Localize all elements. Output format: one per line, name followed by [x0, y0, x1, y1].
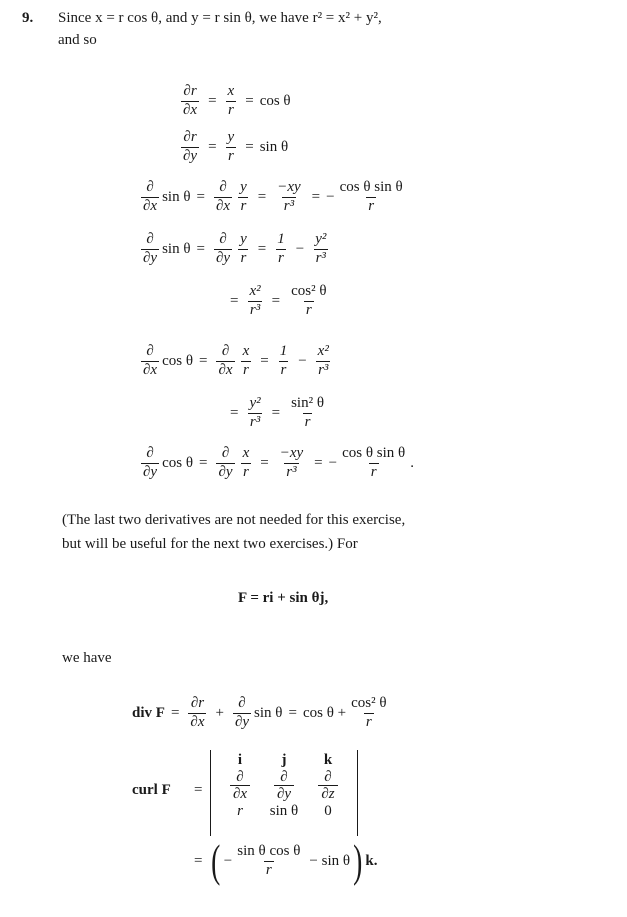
- denominator: r³: [286, 463, 297, 480]
- numerator: y²: [315, 231, 327, 247]
- denominator: r: [265, 861, 272, 878]
- equation-d-dy-sin: $\frac{\partial}{\partial y}$ sin θ = $\frac{\partial}{\partial y}$ $\frac{y}{r}$ = $\frac{1}{r}$ − $\frac{\text{y²}}{\text{r³}}$: [143, 231, 327, 266]
- denominator: ∂y: [218, 463, 233, 480]
- denominator: r: [304, 413, 311, 430]
- curl-label: curl F: [132, 782, 171, 798]
- numerator: sin² θ: [291, 395, 325, 411]
- partial-den: ∂x: [232, 786, 248, 802]
- equation-dr-dy: $\frac{\partial r}{\partial y}$ = $\frac{y}{r}$ = sin θ: [183, 129, 289, 164]
- denominator: r: [242, 361, 249, 378]
- numerator: ∂r: [190, 695, 205, 711]
- function: sin θ: [162, 240, 191, 257]
- unit-i: i: [237, 752, 243, 768]
- problem-number: 9.: [22, 10, 34, 26]
- numerator: ∂: [238, 695, 246, 711]
- unit-k: k.: [365, 852, 378, 869]
- denominator: r: [368, 197, 375, 214]
- divergence-term: cos θ +: [302, 704, 347, 721]
- minus-sign: −: [295, 240, 305, 257]
- function: sin θ: [162, 188, 191, 205]
- vector-field: F = ri + sin θj,: [238, 590, 329, 606]
- denominator: ∂x: [190, 713, 205, 730]
- denominator: r: [370, 463, 377, 480]
- equation-dr-dx: $\frac{\partial r}{\partial x}$ = $\frac{x}{r}$ = cos θ: [183, 83, 291, 118]
- intro-continuation: and so: [58, 32, 97, 48]
- component-zero: 0: [324, 802, 332, 819]
- partial-num: ∂: [274, 769, 294, 787]
- denominator: r: [278, 249, 284, 266]
- unit-k: k: [323, 752, 333, 768]
- numerator: cos² θ: [351, 695, 387, 711]
- numerator: ∂: [146, 231, 154, 247]
- partial-den: ∂y: [276, 786, 292, 802]
- numerator: ∂: [146, 343, 154, 359]
- equation-d-dy-sin-line2: = $\frac{\text{x²}}{\text{r³}}$ = $\frac{\text{cos² θ}}{r}$: [230, 283, 327, 318]
- numerator: y: [240, 231, 247, 247]
- denominator: r: [227, 147, 234, 164]
- numerator: −xy: [279, 445, 304, 461]
- denominator: r: [280, 361, 287, 378]
- numerator: ∂r: [183, 129, 197, 145]
- denominator: ∂x: [218, 361, 233, 378]
- numerator: ∂: [219, 231, 227, 247]
- denominator: r: [365, 713, 372, 730]
- numerator: ∂: [221, 343, 230, 359]
- denominator: r: [305, 301, 312, 318]
- note-line-2: but will be useful for the next two exercises.) For: [62, 536, 358, 552]
- denominator: ∂y: [143, 463, 158, 480]
- numerator: −xy: [277, 179, 301, 195]
- function: cos θ: [162, 352, 194, 369]
- partial-num: ∂: [318, 769, 338, 787]
- numerator: y: [240, 179, 247, 195]
- equation-d-dx-cos-line2: = $\frac{\text{y²}}{\text{r³}}$ = $\frac{\text{sin² θ}}{r}$: [230, 395, 325, 430]
- sign: −: [326, 188, 335, 205]
- period: .: [410, 454, 414, 471]
- result-tail: − sin θ: [309, 852, 351, 869]
- numerator: x²: [249, 283, 261, 299]
- denominator: ∂y: [216, 249, 231, 266]
- divergence-equation: div F = $\frac{\partial r}{\partial x}$ + $\frac{\partial}{\partial y}$ sin θ = cos θ + $\frac{\text{cos² θ}}{r}$: [132, 695, 387, 730]
- numerator: x: [227, 83, 235, 99]
- denominator: ∂x: [216, 197, 231, 214]
- numerator: y: [227, 129, 235, 145]
- numerator: ∂: [219, 179, 227, 195]
- numerator: ∂: [146, 445, 154, 461]
- note-line-1: (The last two derivatives are not needed for this exercise,: [62, 512, 406, 528]
- equals-sign: =: [194, 782, 203, 798]
- numerator: ∂: [146, 179, 154, 195]
- sign: −: [328, 454, 338, 471]
- div-label: div F: [132, 704, 165, 721]
- numerator: sin θ cos θ: [237, 842, 301, 859]
- denominator: ∂x: [143, 361, 158, 378]
- unit-j: j: [281, 752, 287, 768]
- function: sin θ: [254, 704, 283, 721]
- curl-determinant: [218, 752, 350, 819]
- partial-den: ∂z: [321, 786, 335, 802]
- denominator: r³: [318, 361, 329, 378]
- component-sin: sin θ: [269, 802, 299, 819]
- numerator: x: [242, 445, 250, 461]
- denominator: r³: [315, 249, 326, 266]
- curl-result: = ( − $\frac{\text{sin θ cos θ}}{r}$ − sin θ ) k.: [194, 835, 378, 886]
- numerator: 1: [279, 343, 288, 359]
- partial-num: ∂: [230, 769, 250, 787]
- numerator: 1: [277, 231, 285, 247]
- denominator: r: [240, 197, 247, 214]
- minus-sign: −: [223, 852, 233, 869]
- denominator: ∂y: [143, 249, 158, 266]
- denominator: ∂x: [183, 101, 198, 118]
- denominator: ∂x: [143, 197, 158, 214]
- denominator: r: [227, 101, 234, 118]
- numerator: cos θ sin θ: [339, 179, 403, 195]
- equation-d-dy-cos: $\frac{\partial}{\partial y}$ cos θ = $\frac{\partial}{\partial y}$ $\frac{x}{r}$ = $\frac{-xy}{\text{r³}}$ = − $\frac{\text{cos θ sin θ}}{r}$ .: [143, 445, 414, 480]
- denominator: r: [242, 463, 249, 480]
- plus-sign: +: [215, 704, 224, 721]
- equation-d-dx-cos: $\frac{\partial}{\partial x}$ cos θ = $\frac{\partial}{\partial x}$ $\frac{x}{r}$ = $\frac{1}{r}$ − $\frac{\text{x²}}{\text{r³}}$: [143, 343, 329, 378]
- numerator: y²: [249, 395, 261, 411]
- numerator: x: [242, 343, 250, 359]
- denominator: r: [240, 249, 247, 266]
- component-r: r: [237, 802, 243, 819]
- denominator: ∂y: [234, 713, 250, 730]
- denominator: r³: [283, 197, 295, 214]
- denominator: ∂y: [183, 147, 198, 164]
- minus-sign: −: [298, 352, 307, 369]
- numerator: x²: [317, 343, 329, 359]
- we-have-text: we have: [62, 650, 112, 666]
- denominator: r³: [249, 413, 261, 430]
- rhs: cos θ: [259, 92, 291, 109]
- numerator: cos² θ: [291, 283, 327, 299]
- equation-d-dx-sin: $\frac{\partial}{\partial x}$ sin θ = $\frac{\partial}{\partial x}$ $\frac{y}{r}$ = $\frac{-xy}{\text{r³}}$ = − $\frac{\text{cos θ sin θ}}{r}$: [143, 179, 403, 214]
- numerator: ∂: [221, 445, 230, 461]
- numerator: cos θ sin θ: [342, 445, 406, 461]
- intro-text: Since x = r cos θ, and y = r sin θ, we have r² = x² + y²,: [58, 10, 382, 26]
- rhs: sin θ: [259, 138, 289, 155]
- denominator: r³: [249, 301, 261, 318]
- function: cos θ: [162, 454, 194, 471]
- numerator: ∂r: [183, 83, 197, 99]
